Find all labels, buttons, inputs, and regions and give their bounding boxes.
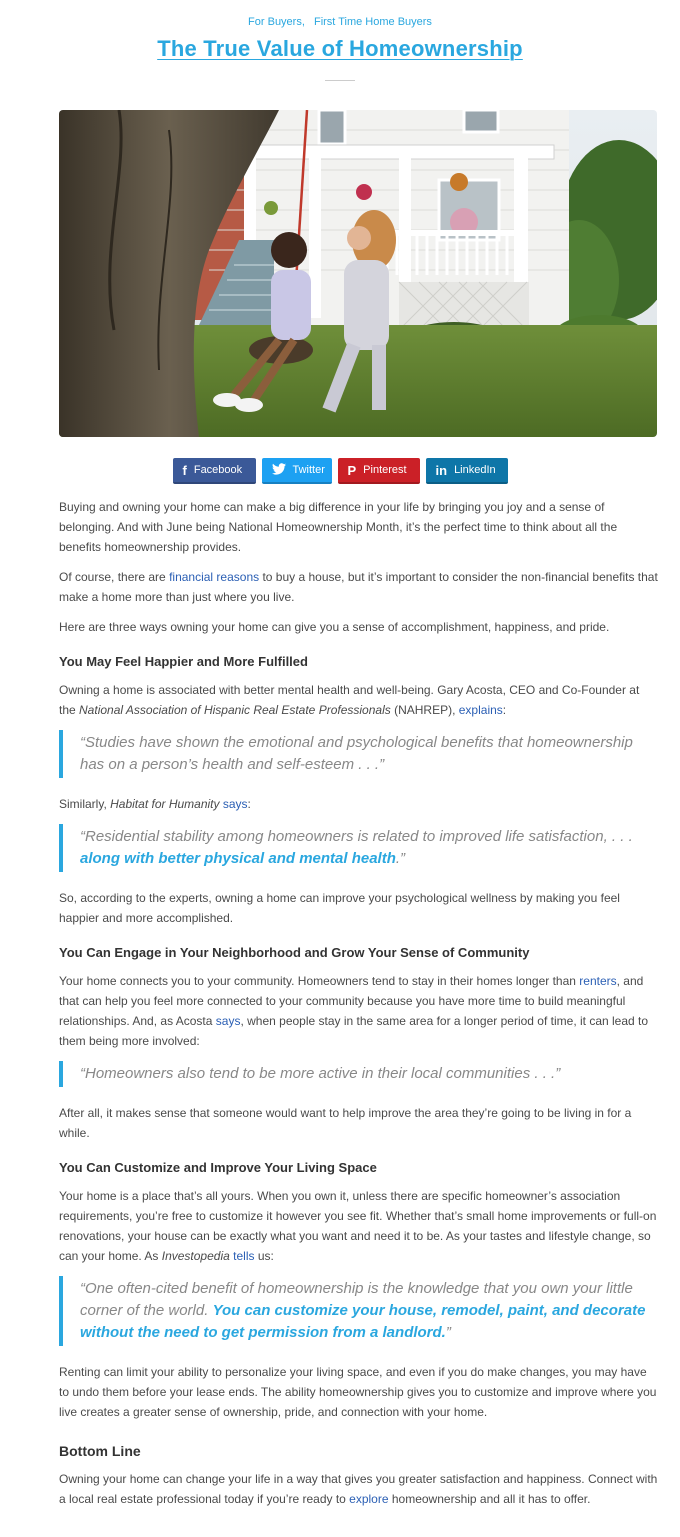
section1-p2-text-a: Similarly, <box>59 797 111 811</box>
bottom-p1-text-a: Owning your home can change your life in a way that gives you greater satisfaction and happiness. Connect with a local real estate professional today if you’re ready to <box>59 1472 658 1506</box>
quote-habitat-text-b: .” <box>395 850 406 867</box>
title-divider <box>325 80 355 81</box>
article-body <box>59 497 659 1519</box>
share-twitter-label: Twitter <box>292 464 325 476</box>
section2-p1-text-c: , when people stay in the same area for a longer period of time, it can lead to them being more involved: <box>59 1014 649 1048</box>
twitter-icon <box>272 463 286 478</box>
quote-acosta: “Studies have shown the emotional and psychological benefits that homeownership has on a person’s health and self-esteem . . .” <box>59 730 659 778</box>
quote-investopedia <box>59 1276 659 1346</box>
category-for-buyers[interactable]: For Buyers, <box>248 16 305 28</box>
quote-investopedia-highlight: You can customize your house, remodel, paint, and decorate without the need to get permission from a landlord. <box>80 1302 646 1341</box>
acosta-says-link[interactable]: says <box>215 1014 241 1028</box>
section-heading-happier: You May Feel Happier and More Fulfilled <box>59 654 308 669</box>
investopedia-name: Investopedia <box>161 1249 230 1263</box>
intro-paragraph-2 <box>59 567 659 607</box>
section3-paragraph-2: Renting can limit your ability to personalize your living space, and even if you do make changes, you may have to undo them before your lease ends. The ability homeownership gives you to customize and improve where you live creates a greater sense of ownership, pride, and connection with your home. <box>59 1365 657 1419</box>
hero-illustration <box>59 110 657 437</box>
section1-paragraph-2 <box>59 794 659 814</box>
linkedin-icon: in <box>435 462 448 478</box>
share-pinterest-label: Pinterest <box>363 464 407 476</box>
share-facebook-button[interactable] <box>173 458 256 484</box>
financial-reasons-link[interactable]: financial reasons <box>169 570 260 584</box>
nahrep-name: National Association of Hispanic Real Estate Professionals <box>79 703 391 717</box>
intro-paragraph-3: Here are three ways owning your home can give you a sense of accomplishment, happiness, and pride. <box>59 620 610 634</box>
section2-p1-text-b: , and that can help you feel more connected to your community because you have more time to build meaningful relationships. And, as Acosta <box>59 974 644 1028</box>
intro-p2-text-a: Of course, there are <box>59 570 170 584</box>
section1-p1-text-c: : <box>502 703 507 717</box>
section2-paragraph-2: After all, it makes sense that someone would want to help improve the area they’re going to be living in for a while. <box>59 1106 632 1140</box>
intro-p2-text-b: to buy a house, but it’s important to consider the non-financial benefits that make a home more than just where you live. <box>59 570 658 604</box>
tells-link[interactable]: tells <box>233 1249 255 1263</box>
quote-habitat-text-a: “Residential stability among homeowners is related to improved life satisfaction, . . . <box>80 828 633 845</box>
section1-p1-text-b: (NAHREP), <box>390 703 459 717</box>
share-facebook-label: Facebook <box>193 464 243 476</box>
share-linkedin-label: LinkedIn <box>454 464 496 476</box>
intro-paragraph-1: Buying and owning your home can make a big difference in your life by bringing you joy and a sense of belonging. And with June being National Homeownership Month, it’s the perfect time to think about all the benefits homeownership provides. <box>59 500 618 554</box>
quote-investopedia-text-a: “One often-cited benefit of homeownership is the knowledge that you own your little corner of the world. <box>80 1280 633 1319</box>
facebook-icon: f <box>182 462 187 478</box>
quote-habitat <box>59 824 659 872</box>
pinterest-icon: P <box>347 462 357 478</box>
section3-p1-text-a: Your home is a place that’s all yours. When you own it, unless there are specific homeowner’s association requirements, you’re free to customize it however you see fit. Whether that’s small home improvements or full-on renovations, your house can be exactly what you want and need it to be. As your tastes and lifestyle change, so can your home. As <box>59 1189 657 1263</box>
hero-image <box>59 110 657 437</box>
section1-p2-text-c: : <box>247 797 251 811</box>
category-links <box>0 0 680 29</box>
section-heading-customize: You Can Customize and Improve Your Living Space <box>59 1160 377 1175</box>
bottom-p1-text-b: homeownership and all it has to offer. <box>388 1492 591 1506</box>
section3-paragraph-1 <box>59 1186 659 1266</box>
section-heading-bottom-line: Bottom Line <box>59 1443 141 1459</box>
category-first-time-buyers[interactable]: First Time Home Buyers <box>313 16 432 28</box>
bottom-paragraph-1 <box>59 1469 659 1509</box>
share-bar <box>0 458 680 484</box>
quote-investopedia-text-b: ” <box>445 1324 451 1341</box>
section1-p1-text-a: Owning a home is associated with better mental health and well-being. Gary Acosta, CEO and Co-Founder at the <box>59 683 640 717</box>
section1-paragraph-3: So, according to the experts, owning a home can improve your psychological wellness by making you feel happier and more accomplished. <box>59 891 620 925</box>
section3-p1-text-c: us: <box>254 1249 274 1263</box>
habitat-name: Habitat for Humanity <box>110 797 220 811</box>
section2-p1-text-a: Your home connects you to your community. Homeowners tend to stay in their homes longer than <box>59 974 580 988</box>
quote-habitat-highlight: along with better physical and mental health <box>80 850 396 867</box>
explains-link[interactable]: explains <box>458 703 503 717</box>
share-twitter-button[interactable] <box>262 458 332 484</box>
quote-community: “Homeowners also tend to be more active in their local communities . . .” <box>59 1061 659 1087</box>
section2-paragraph-1 <box>59 971 659 1051</box>
section-heading-community: You Can Engage in Your Neighborhood and Grow Your Sense of Community <box>59 945 530 960</box>
page-title[interactable] <box>0 35 680 63</box>
explore-link[interactable]: explore <box>349 1492 389 1506</box>
page-title-text[interactable]: The True Value of Homeownership <box>157 36 523 61</box>
share-linkedin-button[interactable] <box>426 458 508 484</box>
habitat-says-link[interactable]: says <box>222 797 248 811</box>
renters-link[interactable]: renters <box>579 974 617 988</box>
share-pinterest-button[interactable] <box>338 458 420 484</box>
twitter-bird-glyph <box>272 463 286 475</box>
section1-paragraph-1 <box>59 680 659 720</box>
